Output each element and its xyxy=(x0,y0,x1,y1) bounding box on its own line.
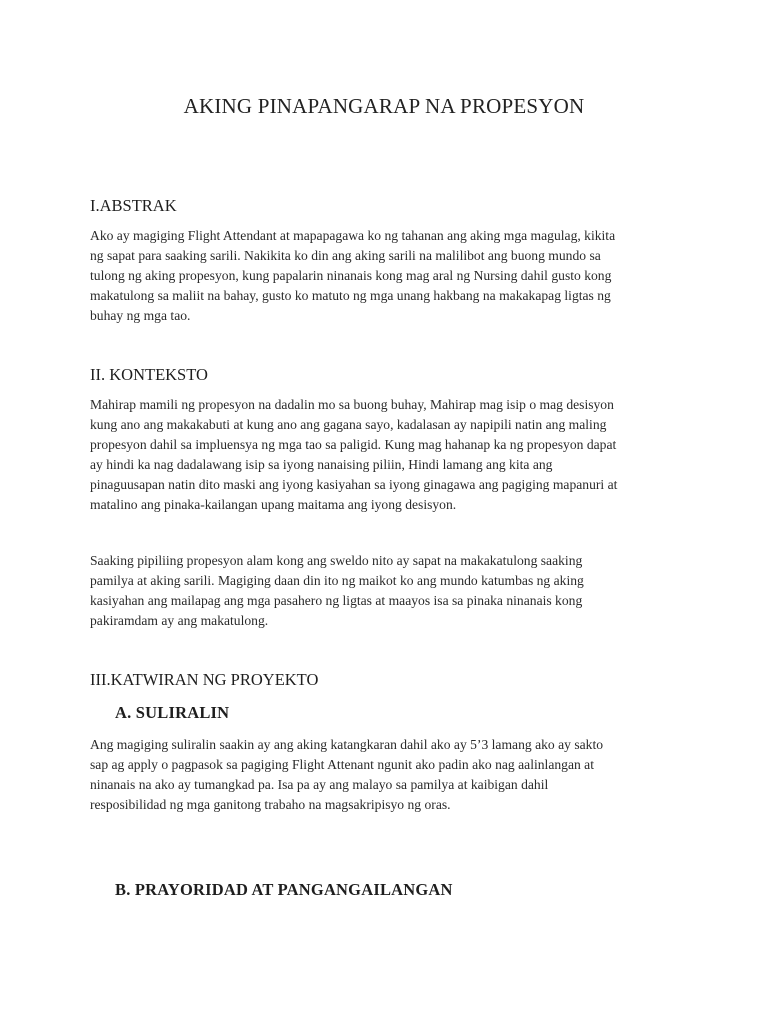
paragraph-line: pamilya at aking sarili. Magiging daan din ito ng maikot ko ang mundo katumbas ng aking xyxy=(90,573,584,588)
paragraph-suliralin xyxy=(90,735,690,815)
subsection-heading-prayoridad: B. PRAYORIDAD AT PANGANGAILANGAN xyxy=(115,880,453,899)
paragraph-line: Mahirap mamili ng propesyon na dadalin mo sa buong buhay, Mahirap mag isip o mag desisyon xyxy=(90,397,614,412)
document-title: AKING PINAPANGARAP NA PROPESYON xyxy=(183,94,585,118)
paragraph-line: pakiramdam ay ang makatulong. xyxy=(90,613,269,628)
paragraph-line: ay hindi ka nag dadalawang isip sa iyong nanaising piliin, Hindi lamang ang kita ang xyxy=(90,457,553,472)
paragraph-line: propesyon dahil sa impluensya ng mga tao sa paligid. Kung mag hahanap ka ng propesyon dapat xyxy=(90,437,617,452)
paragraph-line: buhay ng mga tao. xyxy=(90,308,191,323)
paragraph-konteksto-1 xyxy=(90,395,690,515)
paragraph-line: pinaguusapan natin dito maski ang iyong kasiyahan sa iyong ginagawa ang pagiging mapanuri at xyxy=(90,477,618,492)
paragraph-line: Ako ay magiging Flight Attendant at mapapagawa ko ng tahanan ang aking mga magulag, kikita xyxy=(90,228,616,243)
paragraph-line: tulong ng aking propesyon, kung papalarin ninanais kong mag aral ng Nursing dahil gusto kong xyxy=(90,268,612,283)
section-heading-abstrak: I.ABSTRAK xyxy=(90,196,177,215)
paragraph-line: matalino ang pinaka-kailangan upang maitama ang iyong desisyon. xyxy=(90,497,457,512)
paragraph-line: kasiyahan ang mailapag ang mga pasahero ng ligtas at maayos isa sa pinaka ninanais kong xyxy=(90,593,583,608)
subsection-heading-suliralin: A. SULIRALIN xyxy=(115,703,230,722)
paragraph-line: makatulong sa maliit na bahay, gusto ko matuto ng mga unang hakbang na makakapag ligtas ng xyxy=(90,288,611,303)
paragraph-line: ng sapat para saaking sarili. Nakikita ko din ang aking sarili na malilibot ang buong mundo sa xyxy=(90,248,601,263)
section-heading-katwiran: III.KATWIRAN NG PROYEKTO xyxy=(90,670,319,689)
paragraph-konteksto-2 xyxy=(90,551,690,631)
paragraph-line: sap ag apply o pagpasok sa pagiging Flight Attenant ngunit ako padin ako nag aalinlangan at xyxy=(90,757,594,772)
paragraph-line: Saaking pipiliing propesyon alam kong ang sweldo nito ay sapat na makakatulong saaking xyxy=(90,553,583,568)
paragraph-line: kung ano ang makakabuti at kung ano ang gagana sayo, kadalasan ay napipili natin ang maling xyxy=(90,417,607,432)
paragraph-line: Ang magiging suliralin saakin ay ang aking katangkaran dahil ako ay 5’3 lamang ako ay sakto xyxy=(90,737,604,752)
paragraph-line: resposibilidad ng mga ganitong trabaho na magsakripisyo ng oras. xyxy=(90,797,451,812)
section-heading-konteksto: II. KONTEKSTO xyxy=(90,365,208,384)
paragraph-abstrak xyxy=(90,226,690,326)
paragraph-line: ninanais na ako ay tumangkad pa. Isa pa ay ang malayo sa pamilya at kaibigan dahil xyxy=(90,777,549,792)
